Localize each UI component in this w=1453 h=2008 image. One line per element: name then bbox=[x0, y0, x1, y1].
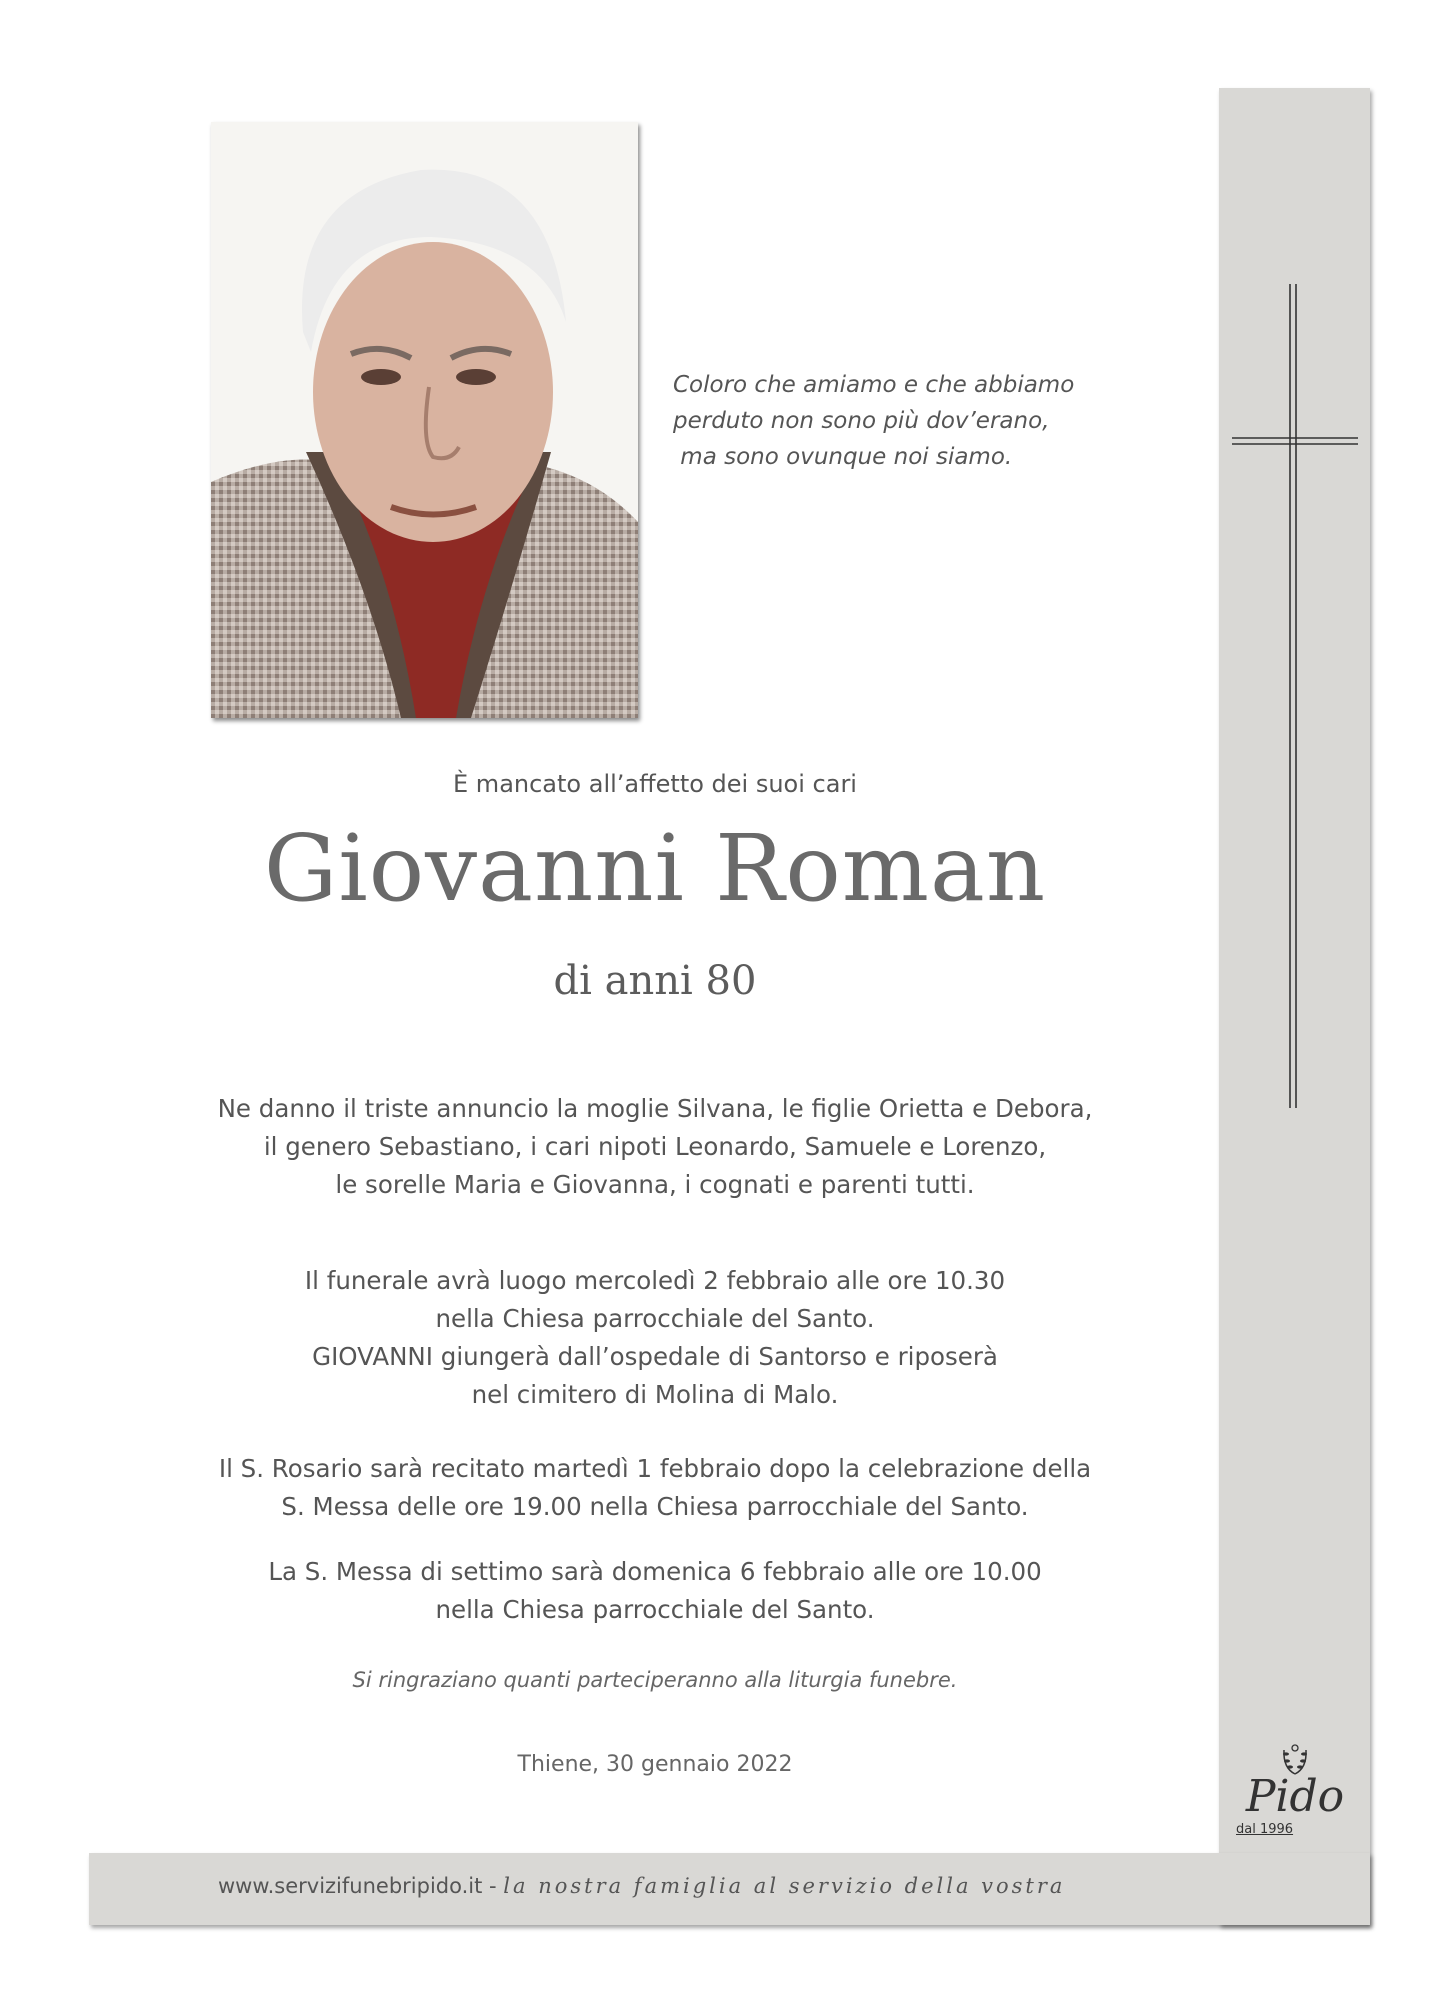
funeral-paragraph bbox=[140, 1262, 1170, 1414]
website-link[interactable]: www.servizifunebripido.it bbox=[218, 1874, 483, 1898]
announcement-line: Ne danno il triste annuncio la moglie Silvana, le figlie Orietta e Debora, bbox=[217, 1094, 1093, 1123]
rosary-line: Il S. Rosario sarà recitato martedì 1 febbraio dopo la celebrazione della bbox=[218, 1454, 1092, 1483]
portrait-photo bbox=[211, 122, 638, 718]
mass-line: La S. Messa di settimo sarà domenica 6 febbraio alle ore 10.00 bbox=[268, 1557, 1042, 1586]
logo-wordmark: Pido bbox=[1245, 1771, 1345, 1822]
deceased-age: di anni 80 bbox=[553, 958, 757, 1004]
footer-text bbox=[218, 1874, 1065, 1898]
rosary-line: S. Messa delle ore 19.00 nella Chiesa parrocchiale del Santo. bbox=[281, 1492, 1029, 1521]
quote-text: Coloro che amiamo e che abbiamo perduto non sono più dov’erano, ma sono ovunque noi siamo. bbox=[673, 372, 1075, 470]
funeral-line: nella Chiesa parrocchiale del Santo. bbox=[435, 1304, 875, 1333]
intro-text: È mancato all’affetto dei suoi cari bbox=[453, 770, 857, 798]
mass-paragraph bbox=[140, 1553, 1170, 1629]
deceased-name: Giovanni Roman bbox=[263, 815, 1047, 922]
cross-icon bbox=[1232, 284, 1358, 1108]
funeral-line: Il funerale avrà luogo mercoledì 2 febbraio alle ore 10.30 bbox=[304, 1266, 1006, 1295]
announcement-paragraph bbox=[140, 1090, 1170, 1204]
funeral-line: GIOVANNI giungerà dall’ospedale di Santorso e riposerà bbox=[312, 1342, 998, 1371]
footer-separator: - bbox=[482, 1874, 504, 1898]
funeral-line: nel cimitero di Molina di Malo. bbox=[471, 1380, 839, 1409]
dateline: Thiene, 30 gennaio 2022 bbox=[517, 1752, 793, 1777]
footer-tagline: la nostra famiglia al servizio della vostra bbox=[503, 1874, 1066, 1898]
announcement-line: le sorelle Maria e Giovanna, i cognati e parenti tutti. bbox=[335, 1170, 975, 1199]
mass-line: nella Chiesa parrocchiale del Santo. bbox=[435, 1595, 875, 1624]
announcement-line: il genero Sebastiano, i cari nipoti Leonardo, Samuele e Lorenzo, bbox=[263, 1132, 1047, 1161]
company-logo bbox=[1232, 1742, 1358, 1837]
rosary-paragraph bbox=[140, 1450, 1170, 1526]
thanks-text: Si ringraziano quanti parteciperanno alla liturgia funebre. bbox=[352, 1668, 958, 1692]
logo-since: dal 1996 bbox=[1236, 1822, 1294, 1837]
